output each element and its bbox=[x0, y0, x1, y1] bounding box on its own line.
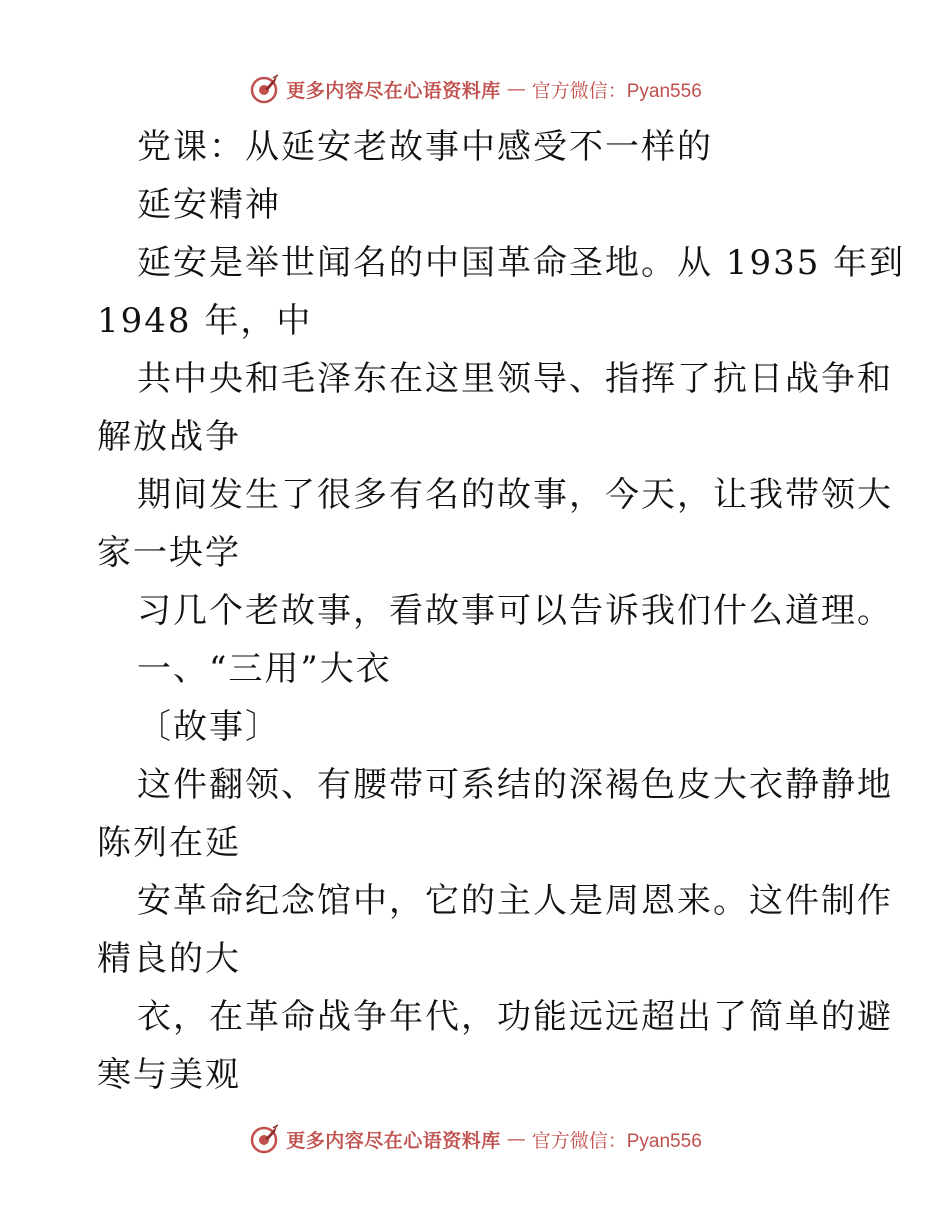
paragraph-line: 衣，在革命战争年代，功能远远超出了简单的避 bbox=[137, 997, 893, 1037]
watermark-wechat: 官方微信：Pyan556 bbox=[531, 1130, 702, 1152]
paragraph-line: 解放战争 bbox=[97, 417, 241, 457]
paragraph-line: 共中央和毛泽东在这里领导、指挥了抗日战争和 bbox=[137, 359, 893, 399]
paragraph-line: 精良的大 bbox=[97, 939, 241, 979]
watermark-brand: 更多内容尽在心语资料库 bbox=[286, 79, 501, 102]
watermark-separator: — bbox=[506, 78, 526, 100]
quill-circle-icon bbox=[248, 1123, 280, 1155]
paragraph-line: 延安是举世闻名的中国革命圣地。从 1935 年到 bbox=[137, 243, 906, 283]
header-watermark bbox=[0, 72, 950, 106]
title-line: 党课：从延安老故事中感受不一样的 bbox=[137, 127, 713, 167]
section-heading: 一、“三用”大衣 bbox=[137, 649, 392, 689]
watermark-brand: 更多内容尽在心语资料库 bbox=[286, 1129, 501, 1152]
footer-watermark bbox=[0, 1122, 950, 1156]
paragraph-line: 寒与美观 bbox=[97, 1055, 241, 1095]
paragraph-line: 陈列在延 bbox=[97, 823, 241, 863]
section-subheading: 〔故事〕 bbox=[137, 707, 281, 747]
watermark-wechat: 官方微信：Pyan556 bbox=[531, 80, 702, 102]
paragraph-line: 习几个老故事，看故事可以告诉我们什么道理。 bbox=[137, 591, 893, 631]
paragraph-line: 期间发生了很多有名的故事，今天，让我带领大 bbox=[137, 475, 893, 515]
paragraph-line: 安革命纪念馆中，它的主人是周恩来。这件制作 bbox=[137, 881, 893, 921]
paragraph-line: 1948 年，中 bbox=[97, 301, 313, 341]
document-body bbox=[97, 118, 906, 1104]
watermark-separator: — bbox=[506, 1128, 526, 1150]
title-line: 延安精神 bbox=[137, 185, 281, 225]
quill-circle-icon bbox=[248, 73, 280, 105]
paragraph-line: 家一块学 bbox=[97, 533, 241, 573]
paragraph-line: 这件翻领、有腰带可系结的深褐色皮大衣静静地 bbox=[137, 765, 893, 805]
